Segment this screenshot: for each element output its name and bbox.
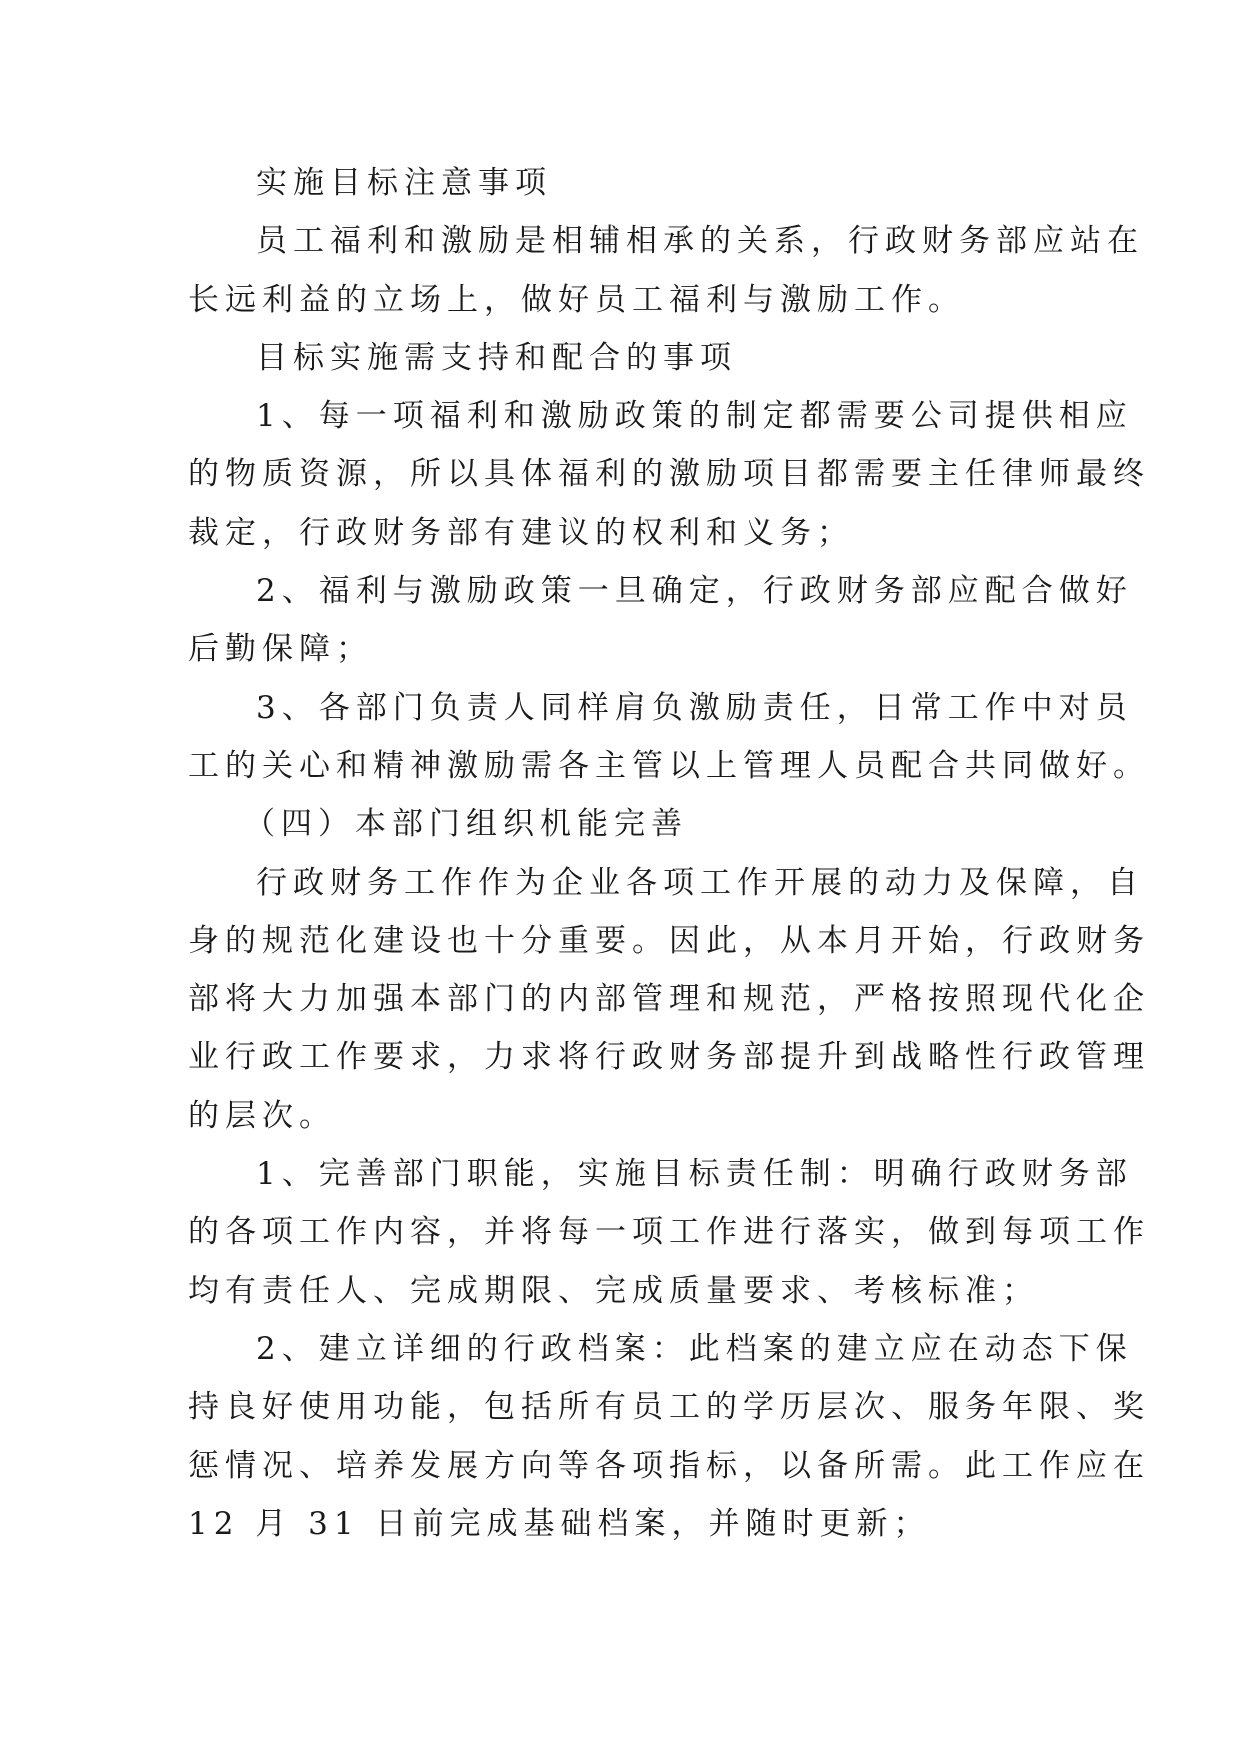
paragraph-line: 行政财务工作作为企业各项工作开展的动力及保障，自: [256, 864, 1144, 901]
section-heading-support: 目标实施需支持和配合的事项: [256, 339, 737, 376]
paragraph-line: 的各项工作内容，并将每一项工作进行落实，做到每项工作: [188, 1214, 1150, 1251]
paragraph-line: 3、各部门负责人同样肩负激励责任，日常工作中对员: [256, 689, 1133, 726]
paragraph-line: 的层次。: [188, 1097, 336, 1134]
section-heading-four: （四）本部门组织机能完善: [244, 806, 688, 843]
paragraph-line: 持良好使用功能，包括所有员工的学历层次、服务年限、奖: [188, 1389, 1150, 1426]
paragraph-line: 部将大力加强本部门的内部管理和规范，严格按照现代化企: [188, 981, 1150, 1018]
document-body: [188, 154, 1150, 1553]
paragraph-line: 12 月 31 日前完成基础档案，并随时更新；: [188, 1505, 931, 1542]
paragraph-line: 2、福利与激励政策一旦确定，行政财务部应配合做好: [256, 573, 1133, 610]
paragraph-line: 1、每一项福利和激励政策的制定都需要公司提供相应: [256, 398, 1133, 435]
paragraph-line: 后勤保障；: [188, 631, 373, 668]
paragraph-line: 员工福利和激励是相辅相承的关系，行政财务部应站在: [256, 223, 1144, 260]
paragraph-line: 工的关心和精神激励需各主管以上管理人员配合共同做好。: [188, 747, 1150, 784]
paragraph-line: 裁定，行政财务部有建议的权利和义务；: [188, 514, 854, 551]
paragraph-line: 的物质资源，所以具体福利的激励项目都需要主任律师最终: [188, 456, 1150, 493]
paragraph-line: 身的规范化建设也十分重要。因此，从本月开始，行政财务: [188, 922, 1150, 959]
paragraph-line: 1、完善部门职能，实施目标责任制：明确行政财务部: [256, 1156, 1133, 1193]
paragraph-line: 均有责任人、完成期限、完成质量要求、考核标准；: [188, 1272, 1039, 1309]
paragraph-line: 业行政工作要求，力求将行政财务部提升到战略性行政管理: [188, 1039, 1150, 1076]
paragraph-line: 长远利益的立场上，做好员工福利与激励工作。: [188, 281, 965, 318]
section-heading-notes: 实施目标注意事项: [256, 165, 552, 201]
paragraph-line: 2、建立详细的行政档案：此档案的建立应在动态下保: [256, 1330, 1133, 1367]
paragraph-line: 惩情况、培养发展方向等各项指标，以备所需。此工作应在: [188, 1447, 1150, 1484]
